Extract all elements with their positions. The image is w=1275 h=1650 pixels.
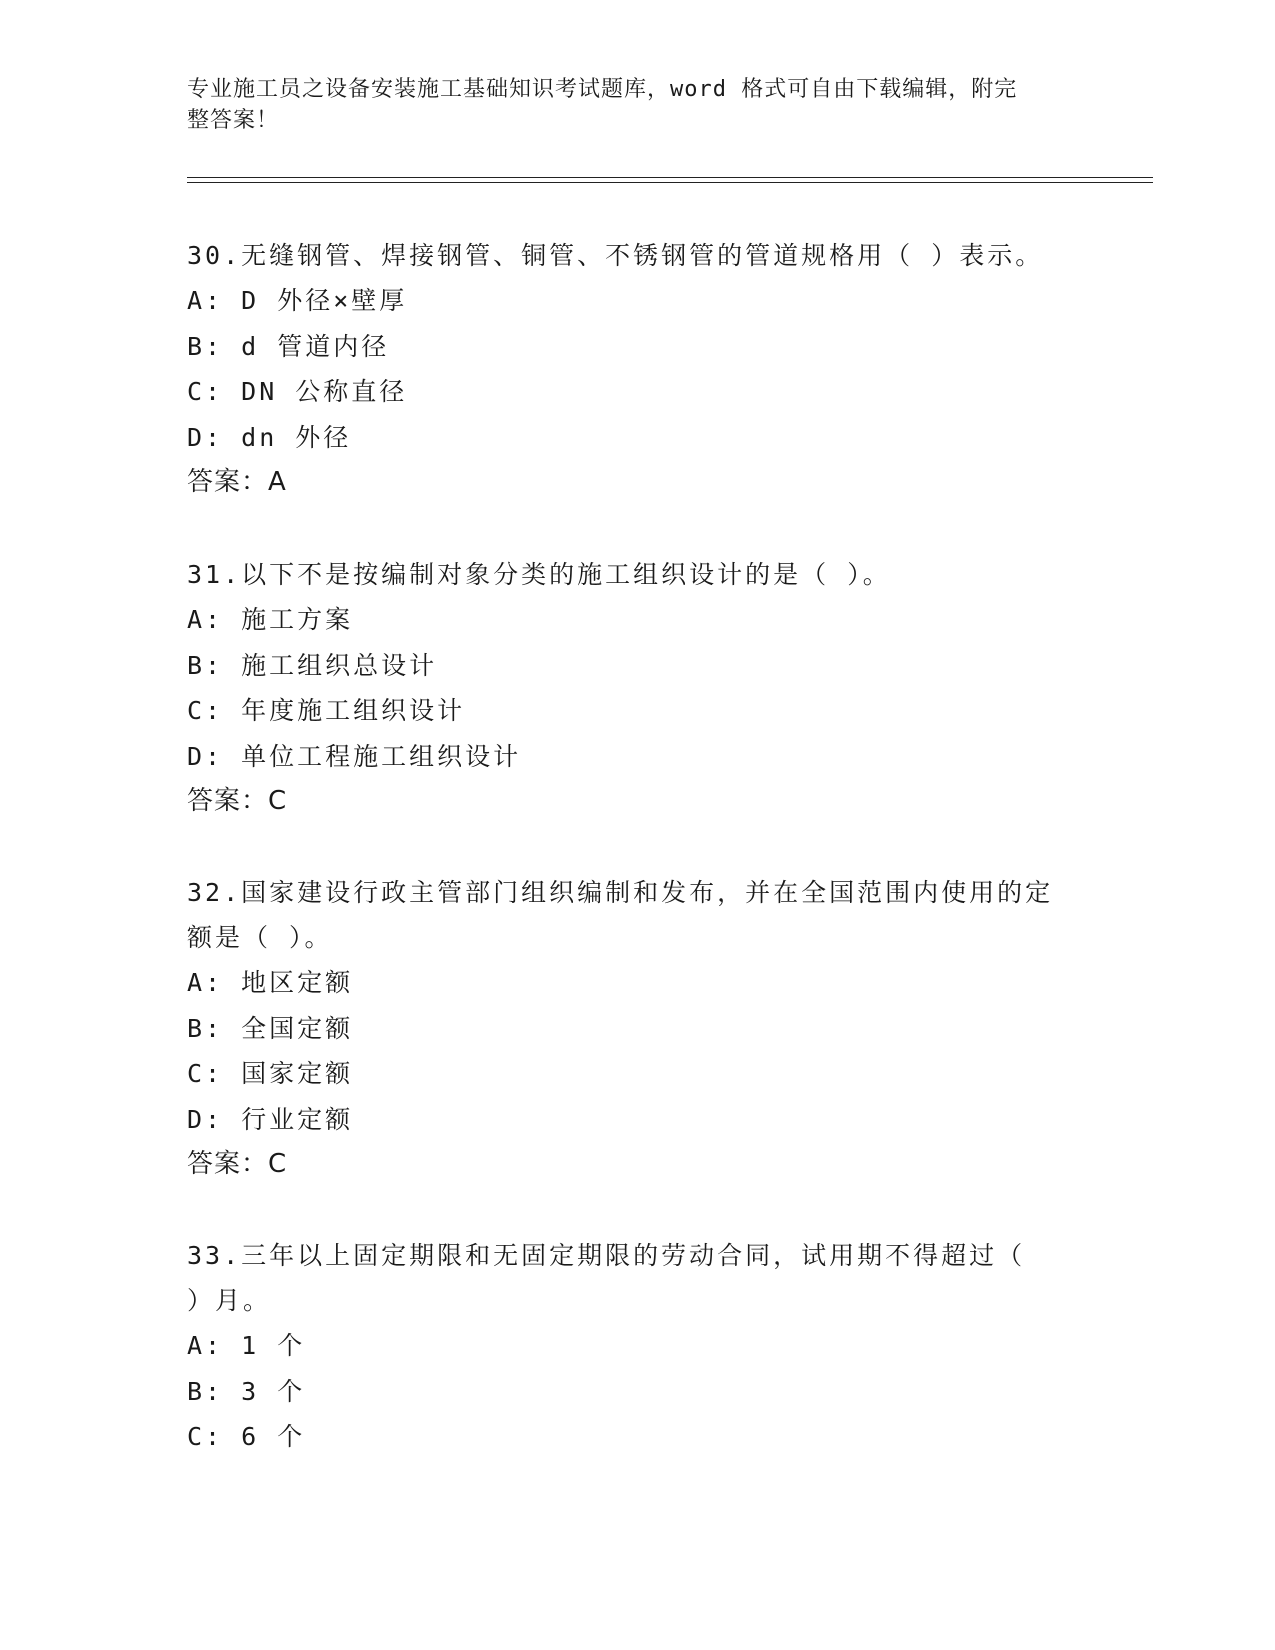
header-divider-bottom: [187, 182, 1153, 183]
question-stem-continued: 额是（ ）。: [187, 923, 333, 952]
option-b: B: 全国定额: [187, 1013, 354, 1043]
option-a: A: 施工方案: [187, 605, 354, 634]
option-d: D: 单位工程施工组织设计: [187, 741, 522, 771]
option-a: A: D 外径×壁厚: [187, 286, 408, 315]
question-stem: 30.无缝钢管、焊接钢管、铜管、不锈钢管的管道规格用（ ）表示。: [187, 241, 1044, 270]
option-b: B: 施工组织总设计: [187, 650, 438, 680]
answer: 答案：A: [187, 467, 287, 497]
question-stem: 33.三年以上固定期限和无固定期限的劳动合同，试用期不得超过（: [187, 1241, 1026, 1270]
question-33: [187, 1233, 1087, 1460]
document-intro: [187, 74, 1087, 136]
question-stem-continued: ）月。: [187, 1286, 272, 1315]
option-c: C: 年度施工组织设计: [187, 696, 466, 725]
question-stem: 32.国家建设行政主管部门组织编制和发布，并在全国范围内使用的定: [187, 878, 1054, 907]
question-32: [187, 870, 1087, 1187]
answer: 答案：C: [187, 1149, 288, 1179]
intro-line-2: 整答案！: [187, 108, 280, 133]
question-stem: 31.以下不是按编制对象分类的施工组织设计的是（ ）。: [187, 560, 891, 589]
answer: 答案：C: [187, 786, 288, 816]
option-b: B: 3 个: [187, 1376, 306, 1406]
intro-line-1: 专业施工员之设备安装施工基础知识考试题库，word 格式可自由下载编辑，附完: [187, 77, 1018, 102]
option-a: A: 1 个: [187, 1331, 306, 1360]
option-b: B: d 管道内径: [187, 331, 390, 361]
option-c: C: DN 公称直径: [187, 377, 408, 406]
option-c: C: 6 个: [187, 1422, 306, 1451]
option-d: D: dn 外径: [187, 422, 352, 452]
header-divider-top: [187, 177, 1153, 178]
option-d: D: 行业定额: [187, 1104, 354, 1134]
option-a: A: 地区定额: [187, 968, 354, 997]
question-31: [187, 552, 1087, 824]
option-c: C: 国家定额: [187, 1059, 354, 1088]
question-30: [187, 233, 1087, 505]
